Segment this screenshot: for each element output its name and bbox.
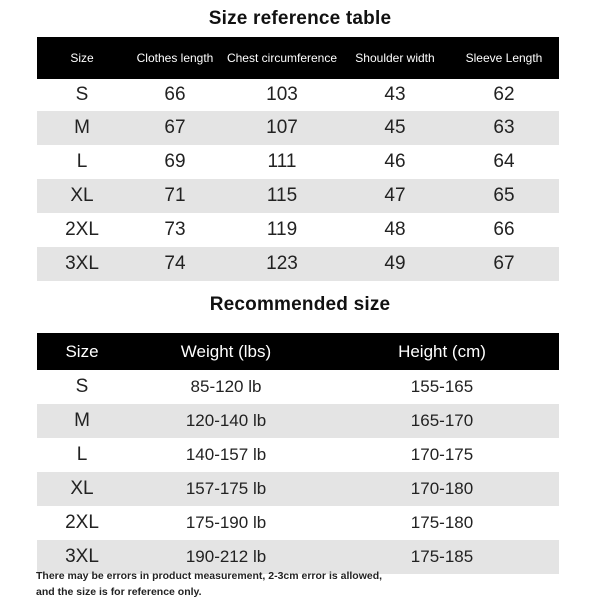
sleeve-cell: 63 (493, 117, 515, 138)
size-cell: 2XL (65, 219, 99, 240)
size-reference-table (37, 37, 559, 281)
clothes-length-cell: 69 (164, 151, 186, 172)
column-header-chest: Chest circumference (226, 51, 338, 65)
table-row (37, 111, 559, 145)
size-cell: 3XL (65, 253, 99, 274)
height-cell: 170-175 (410, 445, 474, 464)
recommended-size-table (37, 333, 559, 574)
sleeve-cell: 67 (493, 253, 515, 274)
clothes-length-cell: 67 (164, 117, 186, 138)
shoulder-cell: 46 (384, 151, 406, 172)
disclaimer-line-1: There may be errors in product measurement, 2-3cm error is allowed, (36, 570, 383, 582)
sleeve-cell: 62 (493, 84, 515, 105)
weight-cell: 85-120 lb (190, 377, 262, 396)
size-cell: M (74, 410, 90, 431)
table-row (37, 247, 559, 281)
size-cell: XL (70, 478, 94, 499)
chest-cell: 123 (266, 253, 298, 274)
measurement-disclaimer (36, 568, 576, 600)
shoulder-cell: 47 (384, 185, 406, 206)
shoulder-cell: 48 (384, 219, 406, 240)
size-cell: S (75, 376, 89, 397)
size-cell: L (76, 444, 88, 465)
size-cell: 2XL (65, 512, 99, 533)
chest-cell: 107 (266, 117, 298, 138)
sleeve-cell: 64 (493, 151, 515, 172)
chest-cell: 111 (267, 151, 297, 172)
clothes-length-cell: 66 (164, 84, 186, 105)
clothes-length-cell: 74 (164, 253, 186, 274)
column-header-size: Size (65, 341, 99, 361)
table-header (37, 333, 559, 370)
weight-cell: 140-157 lb (185, 445, 267, 464)
table-row (37, 370, 559, 404)
size-cell: L (76, 151, 88, 172)
table-row (37, 506, 559, 540)
height-cell: 175-185 (410, 547, 474, 566)
weight-cell: 157-175 lb (185, 479, 267, 498)
chest-cell: 103 (266, 84, 298, 105)
clothes-length-cell: 73 (164, 219, 186, 240)
height-cell: 170-180 (410, 479, 474, 498)
table-row (37, 145, 559, 179)
height-cell: 155-165 (410, 377, 474, 396)
column-header-shoulder: Shoulder width (355, 51, 435, 65)
sleeve-cell: 65 (493, 185, 515, 206)
column-header-size: Size (70, 51, 94, 65)
chest-cell: 115 (266, 185, 298, 206)
table-row (37, 438, 559, 472)
shoulder-cell: 43 (384, 84, 406, 105)
clothes-length-cell: 71 (164, 185, 186, 206)
size-reference-title: Size reference table (208, 8, 392, 29)
shoulder-cell: 49 (384, 253, 406, 274)
column-header-sleeve: Sleeve Length (465, 51, 543, 65)
table-header (37, 37, 559, 79)
table-row (37, 79, 559, 111)
sleeve-cell: 66 (493, 219, 515, 240)
shoulder-cell: 45 (384, 117, 406, 138)
weight-cell: 120-140 lb (185, 411, 267, 430)
column-header-clothes-length: Clothes length (136, 51, 214, 65)
height-cell: 165-170 (410, 411, 474, 430)
disclaimer-line-2: and the size is for reference only. (36, 586, 202, 598)
column-header-height: Height (cm) (398, 341, 486, 361)
chest-cell: 119 (266, 219, 298, 240)
table-row (37, 179, 559, 213)
table-row (37, 472, 559, 506)
table-row (37, 404, 559, 438)
weight-cell: 175-190 lb (185, 513, 267, 532)
size-cell: 3XL (65, 546, 99, 567)
height-cell: 175-180 (410, 513, 474, 532)
column-header-weight: Weight (lbs) (180, 341, 272, 361)
size-cell: XL (70, 185, 94, 206)
recommended-size-title: Recommended size (209, 294, 391, 315)
size-cell: M (74, 117, 90, 138)
size-cell: S (75, 84, 89, 105)
table-row (37, 213, 559, 247)
weight-cell: 190-212 lb (185, 547, 267, 566)
